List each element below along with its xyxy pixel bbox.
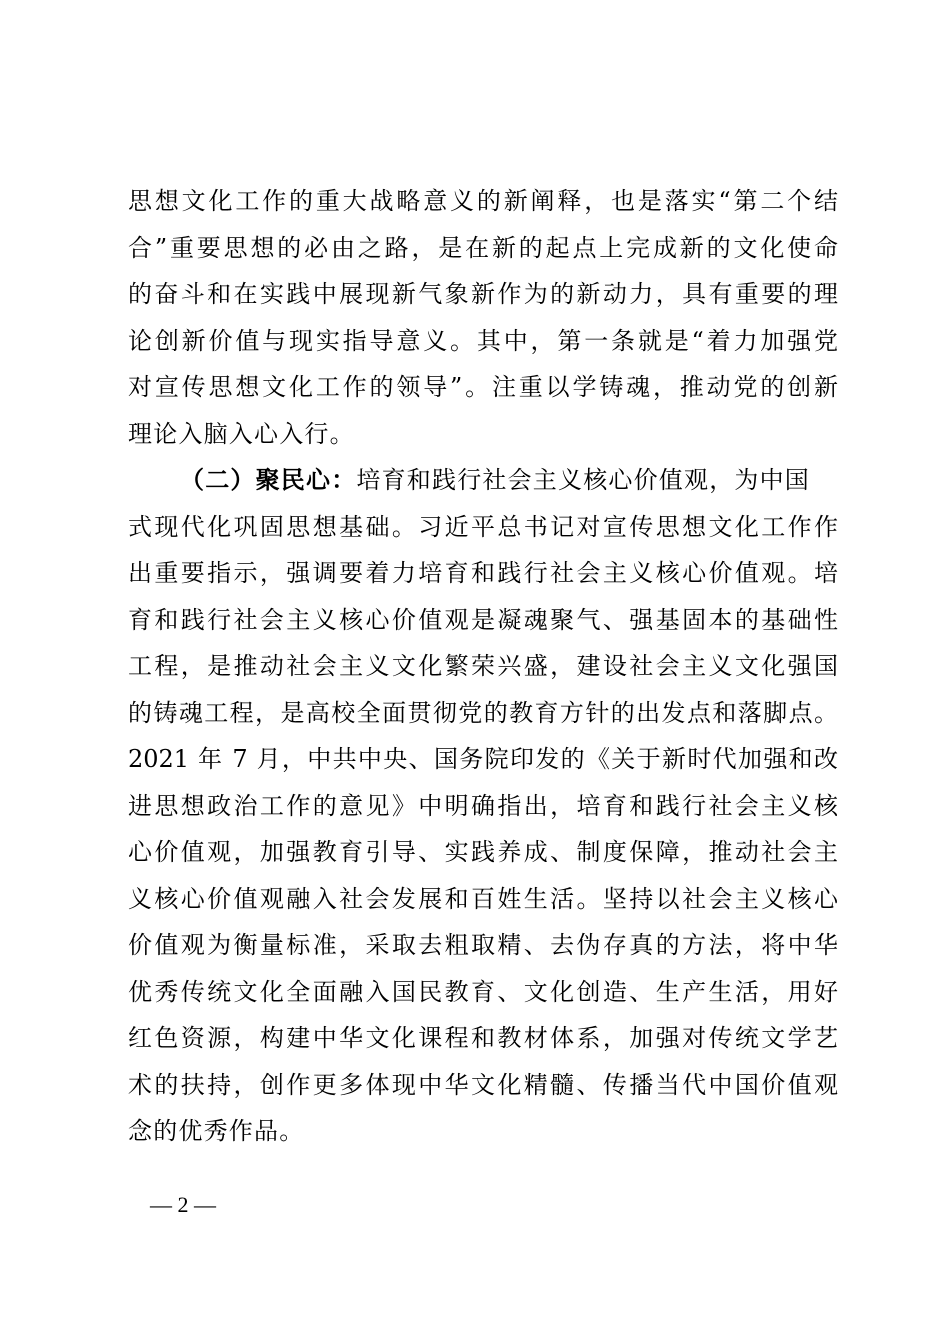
section-heading: （二）聚民心： xyxy=(180,465,357,494)
paragraph-line: 进思想政治工作的意见》中明确指出，培育和践行社会主义核 xyxy=(128,791,838,820)
paragraph-line: 式现代化巩固思想基础。习近平总书记对宣传思想文化工作作 xyxy=(128,512,838,541)
paragraph-line: 价值观为衡量标准，采取去粗取精、去伪存真的方法，将中华 xyxy=(128,931,838,959)
page-number: — 2 — xyxy=(150,1192,216,1217)
paragraph-2 xyxy=(128,457,838,1155)
paragraph-line: 工程，是推动社会主义文化繁荣兴盛，建设社会主义文化强国 xyxy=(128,652,838,680)
paragraph-line: 优秀传统文化全面融入国民教育、文化创造、生产生活，用好 xyxy=(128,977,838,1006)
paragraph-line: 对宣传思想文化工作的领导”。注重以学铸魂，推动党的创新 xyxy=(128,373,838,401)
paragraph-first-line xyxy=(128,457,838,504)
paragraph-line: 理论入脑入心入行。 xyxy=(128,419,355,448)
paragraph-line: 心价值观，加强教育引导、实践养成、制度保障，推动社会主 xyxy=(128,838,838,866)
paragraph-line: 的奋斗和在实践中展现新气象新作为的新动力，具有重要的理 xyxy=(128,280,838,308)
paragraph-line-text: 培育和践行社会主义核心价值观，为中国 xyxy=(356,466,811,494)
paragraph-line: 出重要指示，强调要着力培育和践行社会主义核心价值观。培 xyxy=(128,559,838,587)
paragraph-1 xyxy=(128,178,838,457)
paragraph-line: 合”重要思想的必由之路，是在新的起点上完成新的文化使命 xyxy=(128,233,838,262)
body-text xyxy=(128,178,838,1155)
paragraph-line: 论创新价值与现实指导意义。其中，第一条就是“着力加强党 xyxy=(128,326,838,355)
paragraph-line: 念的优秀作品。 xyxy=(128,1117,305,1145)
paragraph-line: 思想文化工作的重大战略意义的新阐释，也是落实“第二个结 xyxy=(128,187,838,215)
paragraph-line: 红色资源，构建中华文化课程和教材体系，加强对传统文学艺 xyxy=(128,1024,838,1052)
paragraph-line: 育和践行社会主义核心价值观是凝魂聚气、强基固本的基础性 xyxy=(128,605,838,634)
paragraph-line: 义核心价值观融入社会发展和百姓生活。坚持以社会主义核心 xyxy=(128,884,838,913)
paragraph-line: 术的扶持，创作更多体现中华文化精髓、传播当代中国价值观 xyxy=(128,1070,838,1099)
paragraph-line: 的铸魂工程，是高校全面贯彻党的教育方针的出发点和落脚点。 xyxy=(128,698,838,727)
paragraph-line: 2021 年 7 月，中共中央、国务院印发的《关于新时代加强和改 xyxy=(128,745,838,773)
